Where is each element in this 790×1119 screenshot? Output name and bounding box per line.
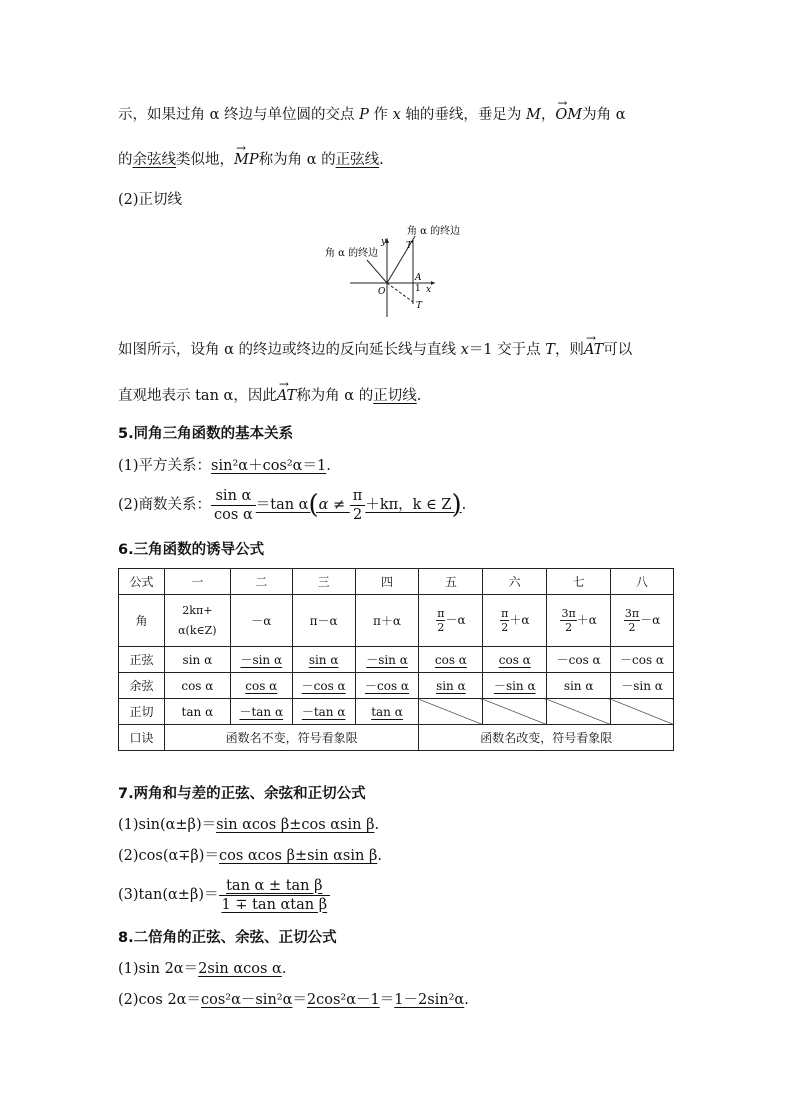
text: ＝ [292,992,307,1008]
answer-cosine-line: 余弦线 [132,152,176,168]
empty-cell [611,699,674,725]
fraction [560,607,576,634]
cell-text: －α [445,613,466,627]
section-heading-8: 8.二倍角的正弦、余弦、正切公式 [118,930,337,946]
formula-sin-double [118,959,286,979]
table-cell: －cos α [547,647,611,673]
paragraph-line [118,105,626,125]
answer-formula: sin²α＋cos²α＝1 [211,458,327,474]
cell-text: 2kπ+ [182,603,213,617]
row-label: 口诀 [119,725,165,751]
text: (2)cos 2α＝ [118,992,201,1008]
x-axis-arrow-icon [431,281,435,285]
numerator: π [437,607,445,620]
numerator: sin α [211,487,256,506]
formula-cos-double [118,990,469,1010]
table-header: 五 [419,569,483,595]
label-t-top: T [406,241,413,251]
table-cell: cos α [483,647,547,673]
table-row [119,725,674,751]
denominator: cos α [214,506,253,523]
cell-text: ＋α [576,613,597,627]
table-cell: tan α [164,699,230,725]
subheading-tangent-line: (2)正切线 [118,192,183,208]
numerator: tan α ± tan β [219,877,331,896]
fraction [500,607,509,634]
vector-om: → OM [555,105,582,125]
label-one: 1 [415,284,421,294]
text: . [416,388,422,404]
answer-formula: 2sin αcos α [198,961,282,977]
table-cell: cos α [164,673,230,699]
text: x [460,342,469,358]
answer-formula: 1－2sin²α [394,992,465,1008]
text: 如图所示，设角 α 的终边或终边的反向延长线与直线 [118,342,461,358]
table-header: 二 [230,569,292,595]
text: M [526,107,541,123]
text: ，则 [554,342,584,358]
table-row [119,699,674,725]
label-terminal-left: 角 α 的终边 [325,248,379,259]
table-header: 八 [611,569,674,595]
table-cell: sin α [164,647,230,673]
denominator: 2 [437,621,445,634]
label-x: x [426,285,432,295]
label-y: y [381,237,387,247]
text: (1)sin(α±β)＝ [118,817,217,833]
label-t-bottom: T [416,301,423,311]
denominator: 2 [501,621,509,634]
table-header: 一 [164,569,230,595]
table-cell: tan α [355,699,419,725]
denominator: 1 ∓ tan αtan β [221,896,328,913]
label-terminal-right: 角 α 的终边 [407,226,461,237]
text: (2)cos(α∓β)＝ [118,848,219,864]
answer-formula [211,487,462,523]
text: x [392,107,401,123]
paragraph-line [118,340,632,360]
text: 类似地， [176,152,234,168]
induction-formula-table [118,568,674,751]
answer-formula: cos²α－sin²α [200,992,293,1008]
empty-cell [547,699,611,725]
vector-at: → AT [277,386,296,406]
cell-text: α(k∈Z) [178,623,217,637]
section-heading-7: 7.两角和与差的正弦、余弦和正切公式 [118,786,366,802]
table-cell: －α [230,595,292,647]
text: (3)tan(α±β)＝ [118,887,219,903]
table-row [119,569,674,595]
text: 作 [368,107,393,123]
numerator: π [501,607,509,620]
text: ＋kπ，k ∈ Z [365,497,452,513]
paren: ( [308,490,319,520]
label-a: A [415,273,422,283]
text: . [461,497,467,513]
numerator: π [350,487,366,506]
table-header: 四 [355,569,419,595]
row-label: 余弦 [119,673,165,699]
denominator: 2 [628,621,636,634]
text: ＝tan α [255,497,309,513]
text: 的 [118,152,133,168]
formula-tan-sum [118,874,330,916]
text: 轴的垂线，垂足为 [400,107,527,123]
formula-sin-sum [118,815,379,835]
fraction [350,487,366,524]
table-cell: cos α [419,647,483,673]
text: . [464,992,469,1008]
table-cell: －sin α [230,647,292,673]
paragraph-line [118,386,421,406]
text: α ≠ [318,497,350,513]
text: 称为角 α 的 [258,152,336,168]
numerator: 3π [561,607,576,620]
text: . [379,152,384,168]
mnemonic-cell: 函数名改变，符号看象限 [419,725,674,751]
fraction [211,487,256,524]
text: ＝ [379,992,395,1008]
empty-cell [483,699,547,725]
row-label: 正弦 [119,647,165,673]
table-header: 七 [547,569,611,595]
terminal-side-left [367,260,387,283]
cell-text: －α [640,613,661,627]
text: 可以 [603,342,633,358]
answer-formula: sin αcos β±cos αsin β [216,817,375,833]
table-cell: －sin α [355,647,419,673]
label-origin: O [378,287,386,297]
section-heading-6: 6.三角函数的诱导公式 [118,542,265,558]
text: T [545,342,555,358]
table-header: 三 [292,569,355,595]
answer-sine-line: 正弦线 [335,152,380,168]
text: . [326,458,331,474]
text: 为角 α [582,107,626,123]
reverse-extension-dashed [387,283,413,302]
section-heading-5: 5.同角三角函数的基本关系 [118,426,294,442]
text: . [281,961,287,977]
numerator: 3π [624,607,640,620]
tangent-line-figure [320,222,470,322]
table-cell [547,595,611,647]
text: . [377,848,382,864]
table-cell: sin α [419,673,483,699]
text: ， [540,107,556,123]
table-cell: cos α [230,673,292,699]
text: (2)商数关系： [118,497,212,513]
table-cell: －tan α [292,699,355,725]
table-cell: －cos α [611,647,674,673]
table-header: 公式 [119,569,165,595]
paragraph-line [118,150,384,170]
formula-square-relation [118,456,331,476]
text: (1)平方关系： [118,458,212,474]
table-row [119,595,674,647]
text: (1)sin 2α＝ [118,961,199,977]
table-cell: π＋α [355,595,419,647]
vector-at: → AT [584,340,603,360]
table-cell: sin α [547,673,611,699]
formula-cos-sum [118,846,382,866]
denominator: 2 [352,506,363,523]
text: 称为角 α 的 [296,388,374,404]
table-cell: －sin α [483,673,547,699]
answer-formula: cos αcos β±sin αsin β [218,848,378,864]
table-cell: －sin α [611,673,674,699]
table-header: 六 [483,569,547,595]
paren: ) [451,490,462,520]
empty-cell [419,699,483,725]
text: ＝1 交于点 [468,342,546,358]
text: 直观地表示 tan α，因此 [118,388,277,404]
table-cell [611,595,674,647]
answer-fraction [219,877,331,914]
mnemonic-cell: 函数名不变，符号看象限 [164,725,419,751]
table-cell: －cos α [355,673,419,699]
denominator: 2 [565,621,573,634]
table-cell [164,595,230,647]
text: P [359,107,369,123]
table-row [119,673,674,699]
table-cell: sin α [292,647,355,673]
table-cell: －tan α [230,699,292,725]
answer-tangent-line: 正切线 [373,388,417,404]
table-cell [419,595,483,647]
row-label: 正切 [119,699,165,725]
table-cell: －cos α [292,673,355,699]
text: 示，如果过角 α 终边与单位圆的交点 [118,107,360,123]
vector-mp: → MP [234,150,259,170]
formula-quotient-relation [118,485,466,525]
text: . [374,817,380,833]
table-row [119,647,674,673]
row-label: 角 [119,595,165,647]
cell-text: ＋α [509,613,530,627]
answer-formula: 2cos²α－1 [306,992,380,1008]
table-cell [483,595,547,647]
fraction [624,607,640,634]
table-cell: π－α [292,595,355,647]
